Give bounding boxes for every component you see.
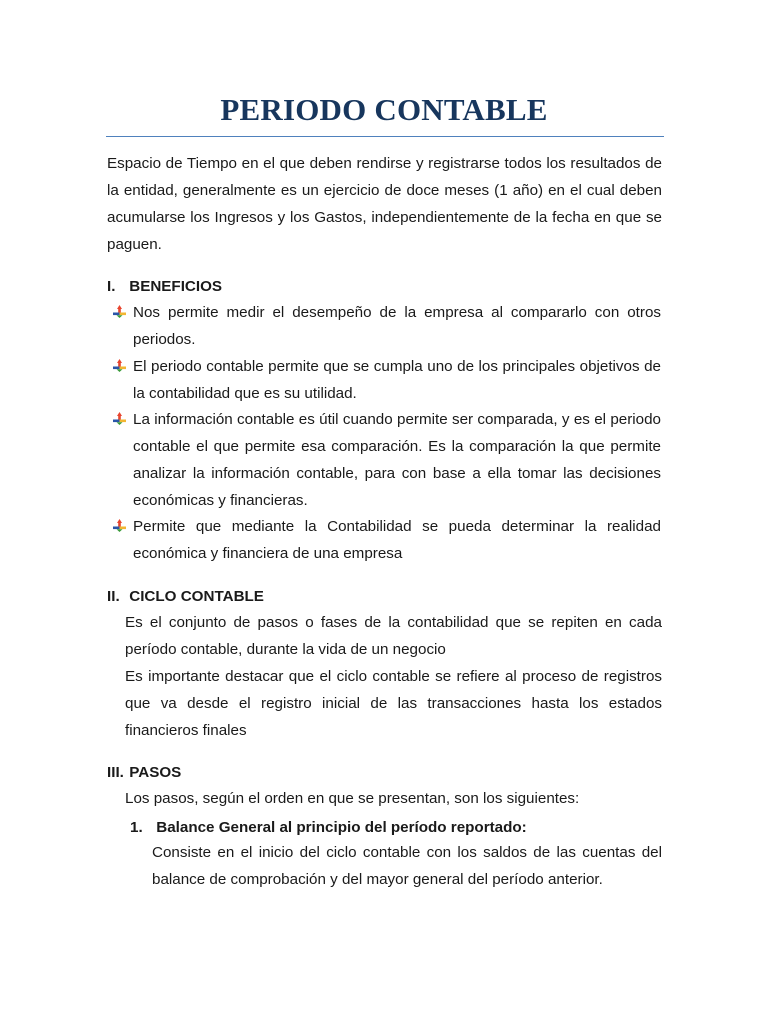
bullet-text: Permite que mediante la Contabilidad se pueda determinar la realidad económica y financiera de una empresa [133, 518, 661, 562]
bullet-text: La información contable es útil cuando permite ser comparada, y es el periodo contable el que permite esa comparación. Es la comparación la que permite analizar la información contable, para con base a ella tomar las decisiones económicas y financieras. [133, 411, 661, 509]
section-title: BENEFICIOS [129, 278, 223, 295]
intro-paragraph: Espacio de Tiempo en el que deben rendirse y registrarse todos los resultados de la entidad, generalmente es un ejercicio de doce meses (1 año) en el cual deben acumularse los Ingresos y los Gastos, independientemente de la fecha en que se paguen. [107, 155, 662, 253]
section-heading-pasos [107, 763, 181, 783]
four-color-arrow-bullet-icon [113, 412, 126, 425]
section-heading-beneficios [107, 277, 222, 297]
step-body: Consiste en el inicio del ciclo contable con los saldos de las cuentas del balance de comprobación y del mayor general del período anterior. [152, 844, 662, 888]
step-title [130, 818, 527, 838]
four-color-arrow-bullet-icon [113, 359, 126, 372]
section-heading-ciclo-contable [107, 587, 264, 607]
page-title: PERIODO CONTABLE [220, 92, 548, 127]
section-number: I. [107, 278, 116, 295]
four-color-arrow-bullet-icon [113, 305, 126, 318]
bullet-text: El periodo contable permite que se cumpla uno de los principales objetivos de la contabilidad que es su utilidad. [133, 358, 661, 402]
section-paragraph: Es importante destacar que el ciclo contable se refiere al proceso de registros que va desde el registro inicial de las transacciones hasta los estados financieros finales [125, 668, 662, 739]
section-paragraph: Es el conjunto de pasos o fases de la contabilidad que se repiten en cada período contable, durante la vida de un negocio [125, 614, 662, 658]
step-heading: Balance General al principio del período reportado: [156, 819, 527, 836]
step-number: 1. [130, 819, 143, 836]
four-color-arrow-bullet-icon [113, 519, 126, 532]
section-number: II. [107, 588, 120, 605]
section-title: CICLO CONTABLE [129, 588, 264, 605]
section-title: PASOS [129, 764, 182, 781]
section-lead: Los pasos, según el orden en que se presentan, son los siguientes: [125, 790, 580, 807]
title-underline [106, 136, 664, 137]
bullet-text: Nos permite medir el desempeño de la empresa al compararlo con otros periodos. [133, 304, 661, 348]
section-number: III. [107, 764, 124, 781]
